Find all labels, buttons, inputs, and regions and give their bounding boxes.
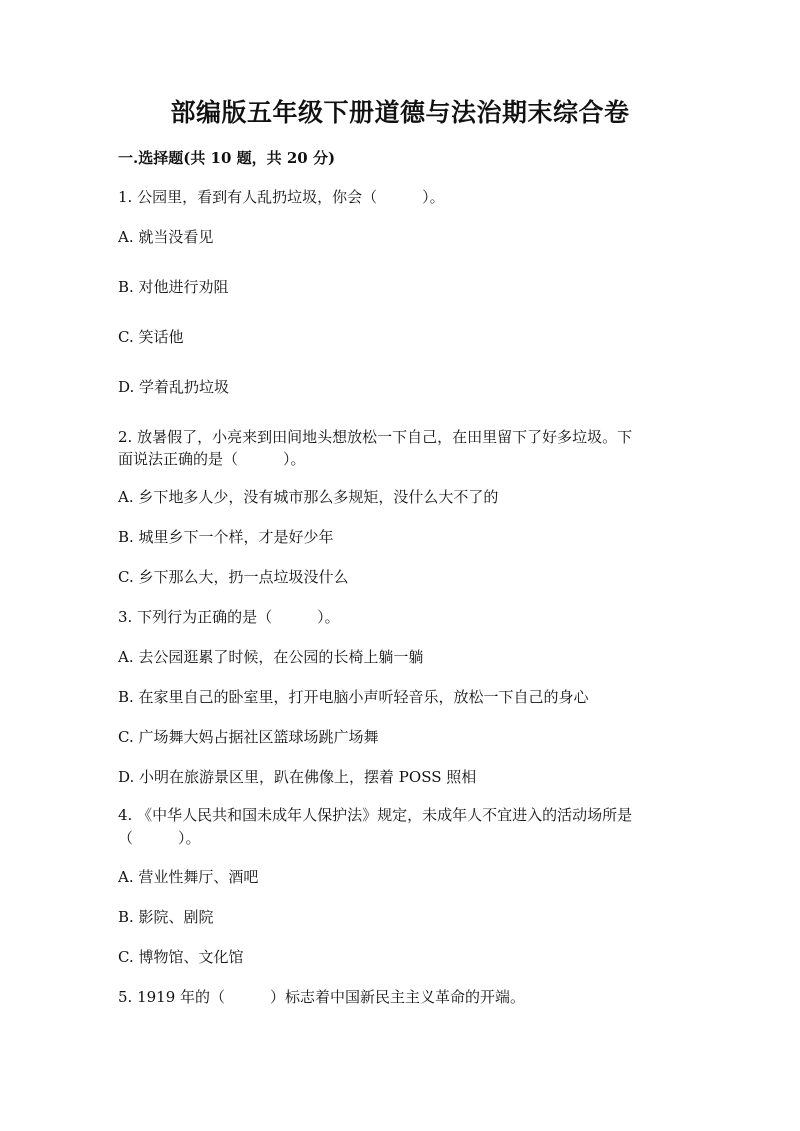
question-3-option-b: B. 在家里自己的卧室里，打开电脑小声听轻音乐，放松一下自己的身心 <box>118 688 589 706</box>
document-title: 部编版五年级下册道德与法治期末综合卷 <box>170 98 630 127</box>
question-2-stem-line-2: 面说法正确的是（ ）。 <box>118 450 306 468</box>
question-1-option-d: D. 学着乱扔垃圾 <box>118 378 230 396</box>
question-2-option-a: A. 乡下地多人少，没有城市那么多规矩，没什么大不了的 <box>118 488 499 506</box>
question-4-option-c: C. 博物馆、文化馆 <box>118 948 244 966</box>
question-4-stem-line-2: （ ）。 <box>118 829 201 847</box>
question-4-option-a: A. 营业性舞厅、酒吧 <box>118 868 259 886</box>
question-3-option-d: D. 小明在旅游景区里，趴在佛像上，摆着 POSS 照相 <box>118 768 477 786</box>
question-1-option-a: A. 就当没看见 <box>118 228 214 246</box>
question-3-option-c: C. 广场舞大妈占据社区篮球场跳广场舞 <box>118 728 379 746</box>
question-3-stem: 3. 下列行为正确的是（ ）。 <box>118 608 340 626</box>
question-4-stem-line-1: 4. 《中华人民共和国未成年人保护法》规定，未成年人不宜进入的活动场所是 <box>118 806 633 824</box>
question-5-stem: 5. 1919 年的（ ）标志着中国新民主主义革命的开端。 <box>118 988 526 1006</box>
section-heading: 一.选择题(共 10 题，共 20 分) <box>118 149 336 167</box>
question-2-option-b: B. 城里乡下一个样，才是好少年 <box>118 528 334 546</box>
question-3-option-a: A. 去公园逛累了时候，在公园的长椅上躺一躺 <box>118 648 424 666</box>
question-1-option-c: C. 笑话他 <box>118 328 184 346</box>
question-2-stem-line-1: 2. 放暑假了，小亮来到田间地头想放松一下自己，在田里留下了好多垃圾。下 <box>118 428 633 446</box>
question-1-option-b: B. 对他进行劝阻 <box>118 278 229 296</box>
question-2-option-c: C. 乡下那么大，扔一点垃圾没什么 <box>118 568 349 586</box>
question-1-stem: 1. 公园里，看到有人乱扔垃圾，你会（ ）。 <box>118 188 445 206</box>
question-4-option-b: B. 影院、剧院 <box>118 908 214 926</box>
